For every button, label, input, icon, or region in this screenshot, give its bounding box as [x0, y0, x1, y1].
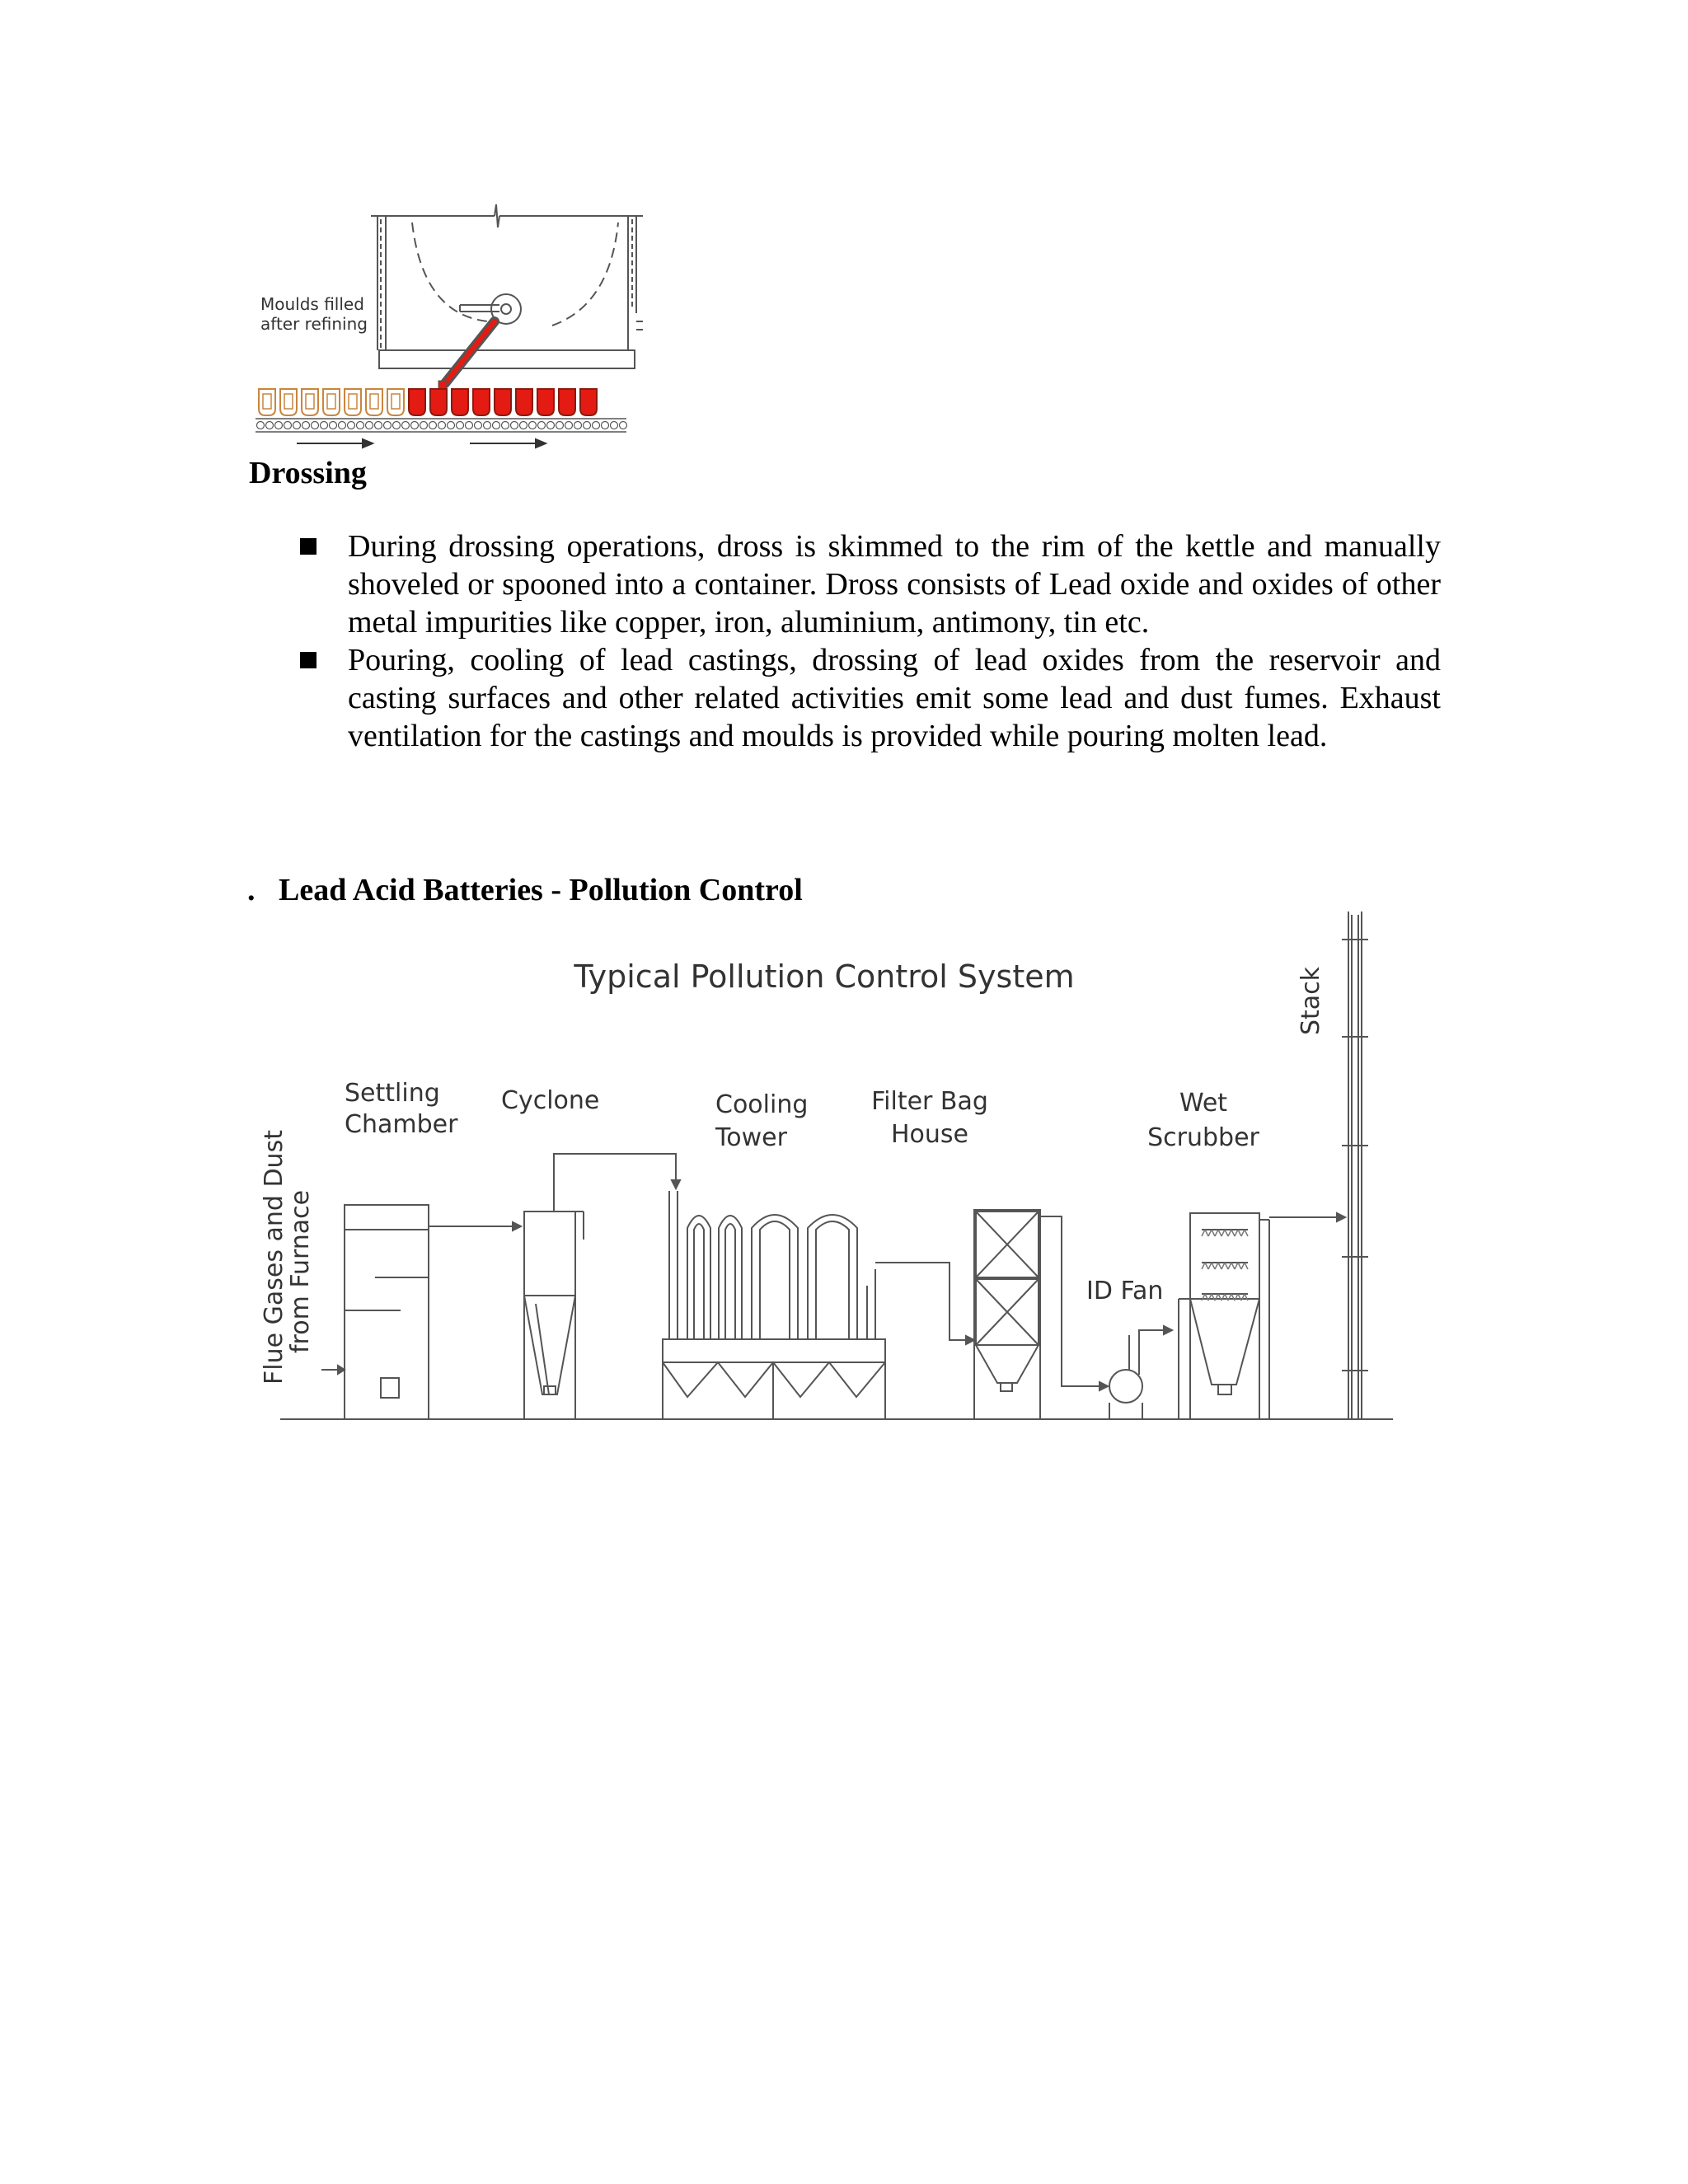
roller: [302, 422, 310, 429]
bullet-item: [297, 527, 1441, 641]
roller: [466, 422, 473, 429]
roller: [529, 422, 537, 429]
empty-mould: [280, 389, 297, 415]
filled-mould: [516, 389, 532, 415]
roller: [602, 422, 609, 429]
stack-ties: [1342, 940, 1368, 1371]
scrubber-spray-nozzles: [1202, 1230, 1248, 1301]
casting-illustration: [247, 198, 643, 453]
roller: [293, 422, 301, 429]
roller: [366, 422, 373, 429]
conveyor-rollers: [257, 422, 627, 429]
roller: [257, 422, 265, 429]
filter-bag-house-label-line2: House: [890, 1120, 969, 1149]
bullet-text: Pouring, cooling of lead castings, drossing of lead oxides from the reservoir and casting surfaces and other related activities emit some lead and dust fumes. Exhaust ventilation for the castings and moulds is provided while pouring molten lead.: [348, 643, 1441, 753]
moulds-label-line2: after refining: [260, 314, 368, 334]
empty-mould: [302, 389, 318, 415]
roller: [457, 422, 464, 429]
filled-mould: [537, 389, 554, 415]
stack-label: Stack: [1296, 966, 1325, 1035]
empty-mould: [366, 389, 382, 415]
roller: [284, 422, 292, 429]
filled-mould: [559, 389, 575, 415]
roller: [357, 422, 364, 429]
inlet-label-line2: from Furnace: [286, 1189, 315, 1353]
roller: [384, 422, 392, 429]
roller: [593, 422, 600, 429]
spray-nozzle: [1202, 1263, 1248, 1269]
roller: [584, 422, 591, 429]
section-heading-pollution-control: [247, 872, 803, 908]
roller: [448, 422, 455, 429]
moulds-label-line1: Moulds filled: [260, 294, 364, 314]
settling-chamber-label-line2: Chamber: [345, 1110, 458, 1139]
roller: [348, 422, 355, 429]
roller: [312, 422, 319, 429]
roller: [565, 422, 573, 429]
pour-stream: [445, 321, 495, 383]
empty-mould: [345, 389, 361, 415]
roller: [493, 422, 500, 429]
roller: [438, 422, 446, 429]
roller: [330, 422, 337, 429]
roller: [484, 422, 491, 429]
filled-mould: [580, 389, 597, 415]
roller: [511, 422, 518, 429]
cooling-tower-label-line2: Tower: [715, 1123, 787, 1152]
section-heading-drossing: Drossing: [249, 456, 367, 490]
filled-mould: [452, 389, 468, 415]
roller: [339, 422, 346, 429]
inlet-label-line1: Flue Gases and Dust: [260, 1130, 288, 1385]
roller: [429, 422, 437, 429]
filled-mould: [495, 389, 511, 415]
wet-scrubber-label-line1: Wet: [1179, 1089, 1228, 1118]
casting-diagram: [247, 198, 643, 453]
roller: [611, 422, 618, 429]
roller: [574, 422, 582, 429]
roller: [393, 422, 401, 429]
roller: [411, 422, 419, 429]
bullet-square-icon: [300, 538, 316, 555]
roller: [520, 422, 528, 429]
diagram-title: Typical Pollution Control System: [574, 958, 1075, 995]
settling-chamber-label-line1: Settling: [345, 1079, 440, 1108]
roller: [502, 422, 509, 429]
mould-row: [259, 389, 597, 415]
bullet-text: During drossing operations, dross is skimmed to the rim of the kettle and manually shoveled or spooned into a container. Dross consists of Lead oxide and oxides of other metal impurities like copper, iron, aluminium, antimony, tin etc.: [348, 529, 1441, 640]
filled-mould: [473, 389, 490, 415]
empty-mould: [387, 389, 404, 415]
roller: [266, 422, 274, 429]
cyclone-label: Cyclone: [501, 1086, 600, 1115]
roller: [402, 422, 410, 429]
cooling-tower-label-line1: Cooling: [715, 1090, 809, 1119]
conveyor-direction-arrows: [297, 439, 546, 448]
empty-mould: [323, 389, 340, 415]
roller: [538, 422, 546, 429]
roller: [420, 422, 428, 429]
drossing-bullet-list: [297, 527, 1441, 755]
pollution-control-diagram: [247, 907, 1401, 1434]
roller: [547, 422, 555, 429]
roller: [556, 422, 564, 429]
pollution-control-svg: [247, 907, 1401, 1434]
filled-mould: [430, 389, 447, 415]
bullet-item: [297, 641, 1441, 755]
empty-mould: [259, 389, 275, 415]
section-title: Lead Acid Batteries - Pollution Control: [279, 873, 803, 907]
filter-bag-house-label-line1: Filter Bag: [871, 1087, 988, 1116]
spray-nozzle: [1202, 1230, 1248, 1236]
bullet-square-icon: [300, 652, 316, 668]
roller: [375, 422, 382, 429]
id-fan-label: ID Fan: [1086, 1277, 1164, 1305]
roller: [620, 422, 627, 429]
filled-mould: [409, 389, 425, 415]
section-number: .: [247, 873, 256, 907]
roller: [475, 422, 482, 429]
roller: [275, 422, 283, 429]
roller: [321, 422, 328, 429]
wet-scrubber-label-line2: Scrubber: [1147, 1123, 1259, 1152]
